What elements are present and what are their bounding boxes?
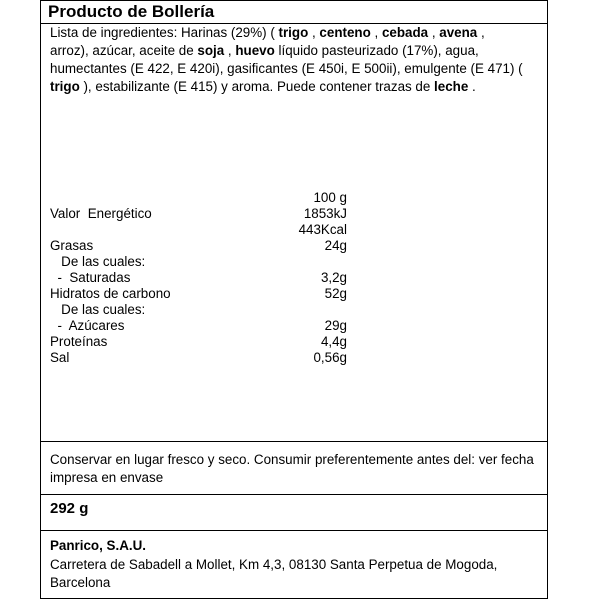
- nutrition-value: 24g: [324, 238, 347, 253]
- nutrition-label: Grasas: [50, 238, 94, 253]
- allergen-text: huevo: [235, 43, 275, 58]
- nutrition-value: 29g: [324, 318, 347, 333]
- nutrition-label: Sal: [50, 350, 70, 365]
- ingredient-text: .: [468, 79, 476, 94]
- nutrition-header: 100 g: [313, 190, 347, 205]
- ingredient-text: , arroz), azúcar, aceite de: [50, 25, 485, 58]
- nutrition-label: De las cuales:: [50, 254, 146, 269]
- allergen-text: avena: [439, 25, 478, 40]
- company-address: Carretera de Sabadell a Mollet, Km 4,3, 08130 Santa Perpetua de Mogoda, Barcelona: [50, 557, 498, 590]
- nutrition-label: - Azúcares: [50, 318, 125, 333]
- allergen-text: trigo: [50, 79, 80, 94]
- allergen-text: leche: [434, 79, 469, 94]
- nutrition-value: 4,4g: [320, 334, 347, 349]
- divider: [41, 530, 547, 531]
- ingredient-text: ,: [224, 43, 236, 58]
- nutrition-label: - Saturadas: [50, 270, 131, 285]
- product-title: Producto de Bollería: [48, 2, 215, 21]
- nutrition-label: Hidratos de carbono: [50, 286, 171, 301]
- nutrition-value: 443Kcal: [298, 222, 347, 237]
- divider: [41, 494, 547, 495]
- ingredient-text: ,: [370, 25, 382, 40]
- allergen-text: trigo: [278, 25, 309, 40]
- allergen-text: cebada: [381, 25, 429, 40]
- nutrition-label: De las cuales:: [50, 302, 146, 317]
- nutrition-value: 3,2g: [320, 270, 347, 285]
- ingredients-list: [50, 24, 540, 96]
- nutrition-value: 52g: [324, 286, 347, 301]
- allergen-text: soja: [197, 43, 225, 58]
- company-name: Panrico, S.A.U.: [50, 538, 146, 553]
- ingredient-text: líquido pasteurizado (17%), agua, humectantes (E 422, E 420i), gasificantes (E 450i, E 500ii), emulgente (E 471) (: [50, 43, 523, 76]
- ingredient-text: ,: [308, 25, 320, 40]
- ingredient-text: Lista de ingredientes: Harinas (29%) (: [50, 25, 279, 40]
- storage-instructions: Conservar en lugar fresco y seco. Consumir preferentemente antes del: ver fecha impresa en envase: [50, 452, 534, 485]
- net-weight: 292 g: [50, 500, 89, 517]
- allergen-text: centeno: [319, 25, 371, 40]
- nutrition-value: 1853kJ: [303, 206, 347, 221]
- ingredient-text: ,: [428, 25, 440, 40]
- nutrition-label: Proteínas: [50, 334, 108, 349]
- nutrition-value: 0,56g: [313, 350, 347, 365]
- nutrition-label: Valor Energético: [50, 206, 152, 221]
- divider: [41, 441, 547, 442]
- ingredient-text: ), estabilizante (E 415) y aroma. Puede contener trazas de: [79, 79, 435, 94]
